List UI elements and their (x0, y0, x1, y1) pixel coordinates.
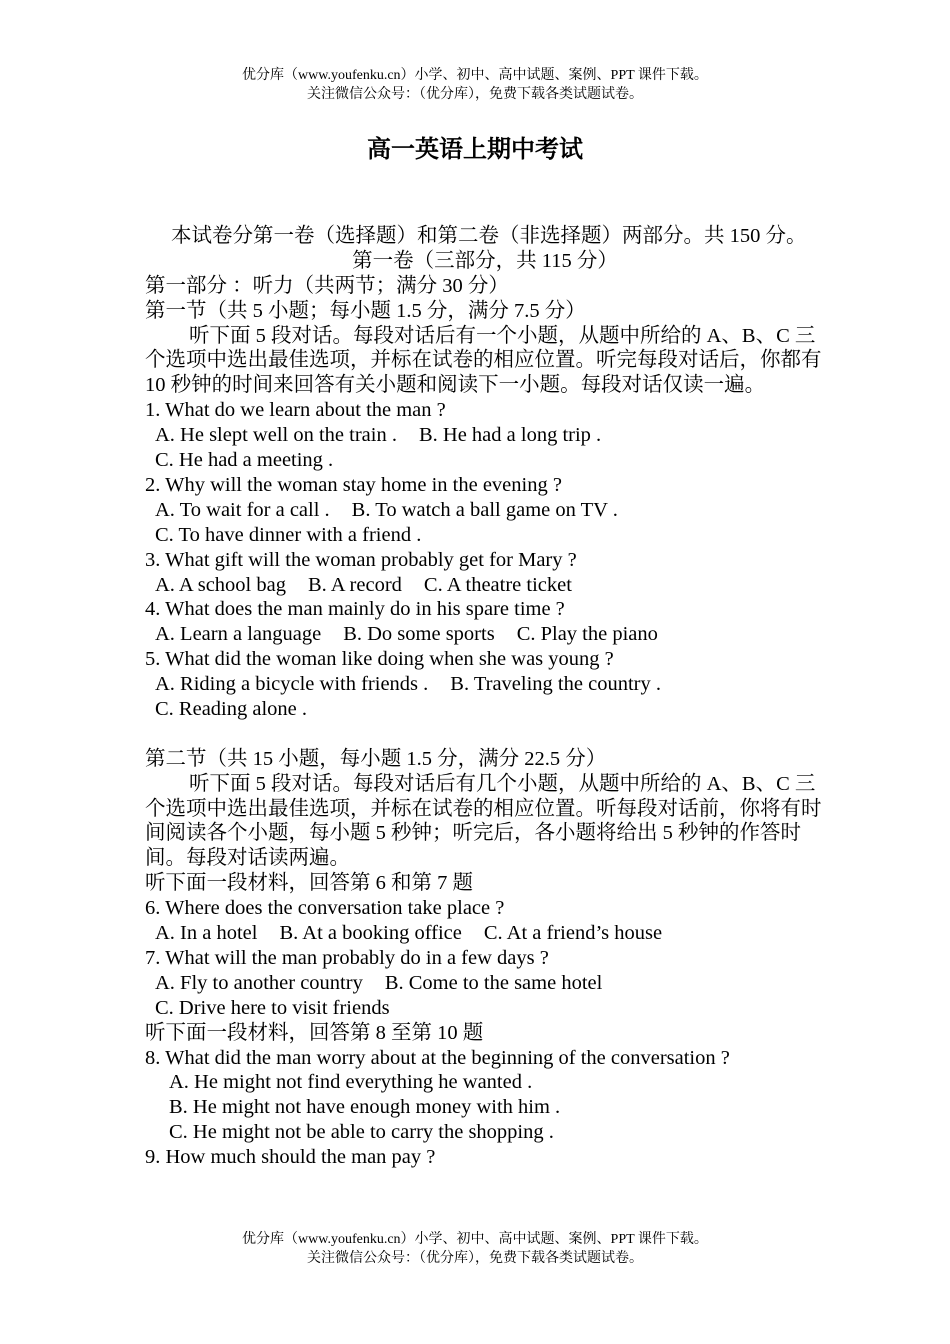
material-2-heading: 听下面一段材料，回答第 8 至第 10 题 (145, 1021, 484, 1044)
question-2: 2. Why will the woman stay home in the evening ? (145, 473, 562, 496)
header-line-2: 关注微信公众号：（优分库），免费下载各类试题试卷。 (307, 87, 643, 102)
option-a: A. A school bag (155, 573, 286, 596)
section1-instruction: 听下面 5 段对话。每段对话后有一个小题，从题中所给的 A、B、C 三个选项中选出最佳选项，并标在试卷的相应位置。听完每段对话后，你都有 10 秒钟的时间来回答有关小题和阅读下一小题。每段对话仅读一遍。 (145, 324, 822, 397)
page-title: 高一英语上期中考试 (367, 137, 583, 163)
page-header (0, 66, 950, 104)
question-1-options (145, 423, 825, 448)
question-9: 9. How much should the man pay ? (145, 1146, 436, 1169)
option-c: C. He had a meeting . (155, 449, 334, 472)
option-c: C. Play the piano (516, 623, 658, 646)
question-6-options (145, 921, 825, 946)
question-6: 6. Where does the conversation take place ? (145, 897, 505, 920)
volume-heading: 第一卷（三部分，共 115 分） (352, 249, 618, 272)
option-b: B. He might not have enough money with him . (169, 1096, 561, 1119)
section2-heading: 第二节（共 15 小题，每小题 1.5 分，满分 22.5 分） (145, 747, 607, 770)
page-footer (0, 1230, 950, 1268)
option-b: B. To watch a ball game on TV . (351, 498, 618, 521)
section2-instruction: 听下面 5 段对话。每段对话后有几个小题，从题中所给的 A、B、C 三个选项中选出最佳选项，并标在试卷的相应位置。听每段对话前，你将有时间阅读各个小题，每小题 5 秒钟；听完后，各小题将给出 5 秒钟的作答时间。每段对话读两遍。 (145, 772, 822, 870)
option-c: C. At a friend’s house (483, 922, 663, 945)
option-c: C. To have dinner with a friend . (155, 523, 422, 546)
part-heading: 第一部分 ：听力（共两节；满分 30 分） (145, 274, 509, 297)
question-4: 4. What does the man mainly do in his spare time ? (145, 598, 565, 621)
footer-line-1: 优分库（www.youfenku.cn）小学、初中、高中试题、案例、PPT 课件下载。 (242, 1232, 708, 1247)
material-1-heading: 听下面一段材料，回答第 6 和第 7 题 (145, 872, 473, 895)
option-a: A. He slept well on the train . (155, 424, 397, 447)
option-c: C. A theatre ticket (423, 573, 572, 596)
question-4-options (145, 622, 825, 647)
option-a: A. Fly to another country (155, 971, 363, 994)
question-5: 5. What did the woman like doing when she was young ? (145, 648, 614, 671)
header-line-1: 优分库（www.youfenku.cn）小学、初中、高中试题、案例、PPT 课件下载。 (242, 68, 708, 83)
question-8: 8. What did the man worry about at the beginning of the conversation ? (145, 1046, 730, 1069)
question-3: 3. What gift will the woman probably get for Mary ? (145, 548, 577, 571)
option-a: A. He might not find everything he wanted . (169, 1071, 533, 1094)
option-b: B. A record (307, 573, 402, 596)
option-b: B. Come to the same hotel (384, 971, 603, 994)
option-b: B. At a booking office (279, 922, 462, 945)
option-a: A. In a hotel (155, 922, 258, 945)
option-c: C. He might not be able to carry the shopping . (169, 1121, 554, 1144)
option-c: C. Drive here to visit friends (155, 996, 390, 1019)
spacer (145, 722, 825, 747)
exam-content (145, 224, 825, 1170)
option-a: A. Riding a bicycle with friends . (155, 673, 429, 696)
option-c: C. Reading alone . (155, 697, 308, 720)
question-1: 1. What do we learn about the man ? (145, 399, 446, 422)
footer-line-2: 关注微信公众号：（优分库），免费下载各类试题试卷。 (307, 1251, 643, 1266)
option-a: A. To wait for a call . (155, 498, 330, 521)
section1-heading: 第一节（共 5 小题；每小题 1.5 分，满分 7.5 分） (145, 299, 586, 322)
question-7-options (145, 971, 825, 996)
option-a: A. Learn a language (155, 623, 322, 646)
question-5-options (145, 672, 825, 697)
option-b: B. He had a long trip . (418, 424, 602, 447)
option-b: B. Do some sports (343, 623, 495, 646)
intro-paragraph: 本试卷分第一卷（选择题）和第二卷（非选择题）两部分。共 150 分。 (171, 225, 807, 247)
question-3-options (145, 573, 825, 598)
question-7: 7. What will the man probably do in a few days ? (145, 946, 549, 969)
option-b: B. Traveling the country . (450, 673, 661, 696)
question-2-options (145, 498, 825, 523)
